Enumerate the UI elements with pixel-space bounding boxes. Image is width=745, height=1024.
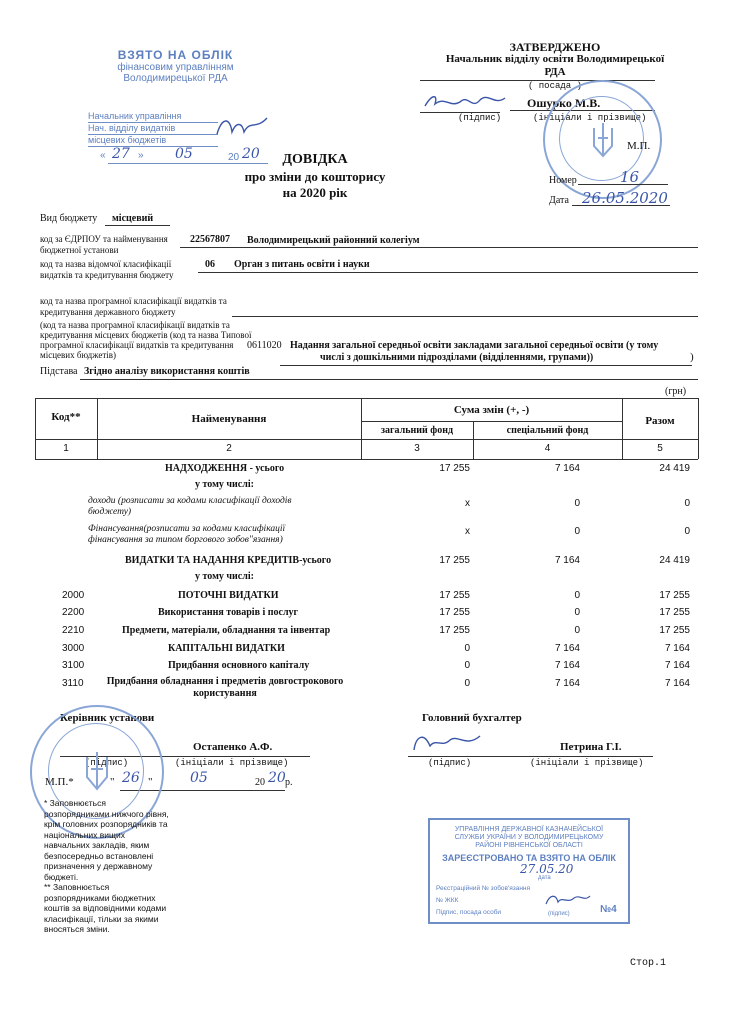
head-name: Остапенко А.Ф.	[193, 741, 273, 753]
col-number-2: 2	[226, 443, 232, 454]
footnotes	[44, 798, 174, 935]
registration-stamp-left	[88, 48, 263, 96]
row-special-10: 7 164	[554, 660, 580, 671]
head-date-year-end: р.	[285, 777, 293, 788]
row-general-7: 17 255	[439, 607, 470, 618]
header-special: спеціальний фонд	[506, 425, 589, 436]
row-total-2: 0	[684, 498, 690, 509]
row-general-8: 17 255	[439, 625, 470, 636]
row-name-4: ВИДАТКИ ТА НАДАННЯ КРЕДИТІВ-усього	[125, 555, 332, 566]
reg-stamp-role-line2: Нач. відділу видатків	[88, 123, 176, 133]
row-total-11: 7 164	[664, 678, 690, 689]
reg-stamp-year-suffix: 20	[242, 146, 260, 162]
local-program-close-paren: )	[690, 351, 694, 363]
basis-label: Підстава	[40, 366, 78, 377]
accountant-label: Головний бухгалтер	[422, 712, 522, 724]
row-special-8: 0	[574, 625, 580, 636]
institution-label-line2: бюджетної установи	[40, 245, 119, 255]
footnote1-line6: безпосередньо встановлені	[44, 850, 154, 861]
approval-position-line1: Начальник відділу освіти Володимирецької	[445, 53, 665, 65]
head-date-year-suffix: 20	[268, 770, 286, 786]
local-program-label-line1: (код та назва програмної класифікації видатків та	[40, 320, 230, 330]
row-code-8: 2210	[62, 625, 85, 636]
head-name-hint: (ініціали і прізвище)	[175, 758, 289, 768]
row-total-4: 24 419	[659, 555, 690, 566]
reg-stamp-title: ВЗЯТО НА ОБЛІК	[117, 48, 234, 62]
approval-seal-abbr: М.П.	[627, 140, 651, 152]
reg-stamp-signature	[212, 112, 272, 142]
footnote2-line2: розпорядниками бюджетних	[44, 892, 156, 903]
col-number-4: 4	[544, 443, 551, 454]
reg-stamp-org-line1: фінансовим управлінням	[117, 62, 234, 73]
row-code-10: 3100	[62, 660, 85, 671]
row-name-0: НАДХОДЖЕННЯ - усього	[165, 463, 285, 474]
footnote2-line3: коштів за відповідними кодами	[44, 903, 167, 913]
treasury-signer-hint: (підпис)	[548, 911, 570, 917]
local-program-name	[290, 340, 695, 364]
header-name: Найменування	[191, 413, 267, 425]
row-name-11: Придбання обладнання і предметів довгострокового користування	[106, 676, 344, 699]
footnote2-line1: ** Заповнюється	[44, 882, 110, 892]
row-name-5: у тому числі:	[195, 571, 254, 582]
treasury-contract-label: № ЖКК	[436, 897, 459, 904]
row-special-9: 7 164	[554, 643, 580, 654]
approval-name: Ошурко М.В.	[527, 96, 601, 110]
footnote1-line3: крім головних розпорядників та	[44, 819, 168, 829]
row-general-0: 17 255	[439, 463, 470, 474]
dept-class-code: 06	[205, 259, 215, 270]
row-code-11: 3110	[62, 678, 84, 689]
reg-stamp-role-line1: Начальник управління	[88, 111, 182, 121]
dept-class-label-line1: код та назва відомчої класифікації	[40, 259, 172, 269]
footnote1-line5: навчальних закладів, яким	[44, 840, 150, 850]
reg-stamp-month: 05	[175, 146, 193, 162]
treasury-number: №4	[600, 904, 617, 915]
treasury-date-value: 27.05.20	[520, 862, 574, 876]
row-special-3: 0	[574, 526, 580, 537]
header-sum: Сума змін (+, -)	[453, 404, 530, 416]
row-code-6: 2000	[62, 590, 85, 601]
local-program-label-line2: кредитування місцевих бюджетів (код та назва Типової	[40, 330, 252, 340]
row-total-3: 0	[684, 526, 690, 537]
reg-stamp-day: 27	[112, 146, 130, 162]
basis-value: Згідно аналізу використання коштів	[84, 366, 250, 377]
row-general-4: 17 255	[439, 555, 470, 566]
footnote2-line4: класифікації, тільки за якими	[44, 913, 159, 924]
doc-title-line2: про зміни до кошторису	[244, 169, 386, 184]
col-number-5: 5	[657, 443, 663, 454]
footnote1-line4: національних вищих	[44, 829, 126, 840]
local-program-name-line2: числі з дошкільними підрозділами (відділеннями, групами))	[320, 352, 594, 363]
head-date-month: 05	[190, 770, 208, 786]
treasury-reg-label: Реєстраційний № зобов'язання	[436, 885, 531, 892]
row-name-1: у тому числі:	[195, 479, 254, 490]
approval-position-line2: РДА	[544, 66, 566, 78]
footnote1-line8: бюджеті.	[44, 871, 79, 882]
row-general-3: х	[465, 526, 470, 537]
page-number: Стор.1	[630, 958, 667, 969]
row-name-6: ПОТОЧНІ ВИДАТКИ	[178, 590, 279, 601]
reg-stamp-role-line3: місцевих бюджетів	[88, 135, 167, 145]
dept-class-name: Орган з питань освіти і науки	[234, 259, 370, 270]
program-class-label-line1: код та назва програмної класифікації видатків та	[40, 296, 227, 306]
program-class-label-line2: кредитування державного бюджету	[40, 307, 176, 317]
row-code-7: 2200	[62, 607, 85, 618]
unit-label: (грн)	[665, 386, 687, 397]
accountant-signature	[408, 728, 488, 756]
head-seal-abbr: М.П.*	[45, 776, 74, 788]
head-date-year-prefix: 20	[255, 777, 265, 788]
row-name-3: Фінансування(розписати за кодами класифікації фінансування за типом боргового зобов"язання)	[88, 524, 286, 545]
row-special-4: 7 164	[554, 555, 580, 566]
row-total-9: 7 164	[664, 643, 690, 654]
head-signature-hint: (підпис)	[85, 758, 129, 768]
treasury-signature	[542, 890, 592, 908]
number-value: 16	[620, 168, 640, 186]
doc-title-line1: ДОВІДКА	[282, 152, 348, 167]
head-date-day: 26	[122, 770, 140, 786]
approval-title: ЗАТВЕРДЖЕНО	[509, 40, 601, 54]
row-total-0: 24 419	[659, 463, 690, 474]
row-general-6: 17 255	[439, 590, 470, 601]
footnote1-line1: * Заповнюється	[44, 798, 106, 808]
row-name-10: Придбання основного капіталу	[168, 660, 310, 671]
dept-class-label	[40, 259, 173, 281]
date-value: 26.05.2020	[582, 189, 668, 207]
row-name-7: Використання товарів і послуг	[158, 607, 299, 618]
table-header	[35, 398, 698, 462]
trident-icon	[588, 120, 618, 160]
accountant-name-hint: (ініціали і прізвище)	[530, 758, 644, 768]
treasury-date-label: дата	[538, 875, 551, 881]
local-program-name-line1: Надання загальної середньої освіти закладами загальної середньої освіти (у тому	[290, 340, 659, 351]
budget-type-value: місцевий	[112, 213, 154, 224]
footnote1-line2: розпорядниками нижчого рівня,	[44, 808, 169, 819]
local-program-label	[40, 320, 251, 360]
treasury-line1: УПРАВЛІННЯ ДЕРЖАВНОЇ КАЗНАЧЕЙСЬКОЇ	[454, 826, 604, 833]
approval-name-hint: (ініціали і прізвище)	[533, 113, 647, 123]
reg-stamp-org-line2: Володимирецької РДА	[123, 73, 228, 84]
treasury-title: ЗАРЕЄСТРОВАНО ТА ВЗЯТО НА ОБЛІК	[442, 853, 616, 863]
budget-certificate-page: ЗАТВЕРДЖЕНО Начальник відділу освіти Володимирецької РДА ( посада ) (підпис) Ошурко М.В. (ініціали і прізвище) М.П. Номер 16 Дата 26.05.2020 ВЗЯТО НА ОБЛІК фінансовим управлінням Володимирецької РДА Начальник управління Нач. відділу видатків місцевих бюджетів « 27 » 05 20 20 ДОВІДКА про зміни до кошторису на 2020 рік Вид бюджету місцевий код за ЄДРПОУ та найменування бюджетної установи 22567807 Володимирецький районний колегіум код та назва відомчої класифікації видатків та кредитування бюджету 06 Орган з питань освіти і науки код та назва програмної класифікації видатків та кредитування державного бюджету (код та назва програмної класифікації видатків та кредитування місцевих бюджетів (код та назва Типової програмної класифікації видатків та кредитування місцевих бюджетів) 0611020 Надання загальної середньої освіти закладами загальної середньої освіти (у тому числі з дошкільними підрозділами (відділеннями, групами)) ) Підстава Згідно аналізу використання коштів (грн) Код** Найменування Сума змін (+, -) загальний фонд спеціальний фонд Разом 1 2 3 4 5 НАДХОДЖЕННЯ - усього 17 255 7 164 24 419 у тому числі: доходи (розписати за кодами класифікації доходів бюджету) х 0 0 Фінансування(розписати за кодами класифікації фінансування за типом боргового зобов"язання) х 0 0 ВИДАТКИ ТА НАДАННЯ КРЕДИТІВ-усього 17 255 7 164 24 419 у тому числі: 2000 ПОТОЧНІ ВИДАТКИ 17 255 0 17 255 2200 Використання товарів і послуг 17 255 0 17 255 2210 Предмети, матеріали, обладнання та інвентар 17 255 0 17 255 3000 КАПІТАЛЬНІ ВИДАТКИ 0 7 164 7 164 3100 Придбання основного капіталу 0 7 164 7 164 3110 Придбання обладнання і предметів довгострокового користування 0 7 164 7 164 Керівник установи Остапенко А.Ф. (підпис) (ініціали і прізвище) М.П.* " 26 " 05 20 20 р. Головний бухгалтер Петрина Г.І. (підпис) (ініціали і прізвище) * Заповнюється розпорядниками нижчого рівня, крім головних розпорядників та національних вищих навчальних закладів, яким безпосередньо встановлені призначення у державному бюджеті. ** Заповнюється розпорядниками бюджетних коштів за відповідними кодами класифікації, тільки за якими вносяться зміни. УПРАВЛІННЯ ДЕРЖАВНОЇ КАЗНАЧЕЙСЬКОЇ СЛУЖБИ УКРАЇНИ У ВОЛОДИМИРЕЦЬКОМУ РАЙОНІ РІВНЕНСЬКОЇ ОБЛАСТІ ЗАРЕЄСТРОВАНО ТА ВЗЯТО НА ОБЛІК 27.05.20 дата Реєстраційний № зобов'язання № ЖКК Підпис, посада особи (підпис) №4 Стор.1	[0, 0, 745, 1024]
header-general: загальний фонд	[380, 425, 454, 436]
row-total-6: 17 255	[659, 590, 690, 601]
row-name-2: доходи (розписати за кодами класифікації доходів бюджету)	[88, 496, 292, 517]
treasury-line2: СЛУЖБИ УКРАЇНИ У ВОЛОДИМИРЕЦЬКОМУ	[454, 834, 604, 841]
row-special-2: 0	[574, 498, 580, 509]
treasury-line3: РАЙОНІ РІВНЕНСЬКОЇ ОБЛАСТІ	[475, 842, 583, 849]
row-special-7: 0	[574, 607, 580, 618]
number-label: Номер	[549, 175, 577, 186]
institution-name: Володимирецький районний колегіум	[247, 235, 420, 246]
row-general-11: 0	[464, 678, 470, 689]
doc-title-line3: на 2020 рік	[282, 185, 348, 200]
header-code: Код**	[51, 411, 81, 423]
row-special-11: 7 164	[554, 678, 580, 689]
head-label: Керівник установи	[60, 712, 155, 724]
row-name-8: Предмети, матеріали, обладнання та інвентар	[122, 625, 331, 636]
trident-icon-bottom	[82, 749, 112, 793]
institution-label	[40, 234, 168, 256]
date-label: Дата	[549, 195, 569, 206]
row-name-9: КАПІТАЛЬНІ ВИДАТКИ	[168, 643, 285, 654]
institution-code: 22567807	[190, 234, 230, 245]
approval-position-hint: ( посада )	[527, 81, 582, 91]
local-program-label-line3: програмної класифікації видатків та кредитування	[40, 340, 234, 350]
row-general-10: 0	[464, 660, 470, 671]
row-code-9: 3000	[62, 643, 85, 654]
accountant-name: Петрина Г.І.	[560, 741, 622, 753]
reg-stamp-roles	[88, 110, 181, 146]
row-total-8: 17 255	[659, 625, 690, 636]
dept-class-label-line2: видатків та кредитування бюджету	[40, 270, 174, 280]
footnote2-line5: вносяться зміни.	[44, 924, 110, 934]
reg-stamp-year-prefix: 20	[228, 152, 240, 163]
accountant-signature-hint: (підпис)	[428, 758, 472, 768]
local-program-label-line4: місцевих бюджетів)	[40, 350, 117, 360]
budget-type-label: Вид бюджету	[40, 213, 98, 224]
row-total-7: 17 255	[659, 607, 690, 618]
program-class-label	[40, 296, 227, 318]
row-general-2: х	[465, 498, 470, 509]
row-special-0: 7 164	[554, 463, 580, 474]
treasury-signer-label: Підпис, посада особи	[436, 909, 502, 916]
row-general-9: 0	[464, 643, 470, 654]
local-program-code: 0611020	[247, 340, 282, 351]
header-total: Разом	[645, 415, 675, 427]
row-total-10: 7 164	[664, 660, 690, 671]
institution-label-line1: код за ЄДРПОУ та найменування	[40, 234, 168, 244]
footnote1-line7: призначення у державному	[44, 861, 153, 871]
row-special-6: 0	[574, 590, 580, 601]
col-number-1: 1	[63, 443, 69, 454]
approval-signature-hint: (підпис)	[458, 113, 502, 123]
treasury-stamp	[428, 818, 630, 924]
col-number-3: 3	[414, 443, 420, 454]
